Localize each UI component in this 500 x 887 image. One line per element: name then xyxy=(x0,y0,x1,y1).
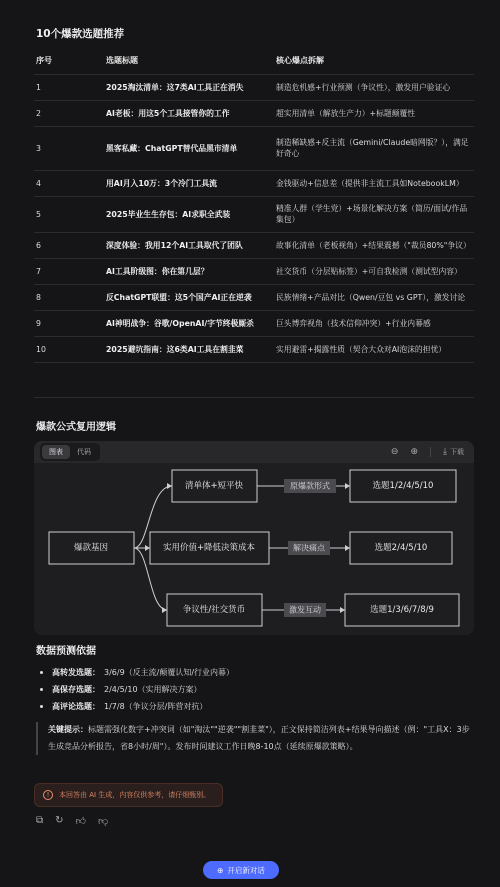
zoom-in-icon[interactable]: ⊕ xyxy=(410,447,419,457)
tab-code[interactable]: 代码 xyxy=(77,448,91,456)
row-topic: 用AI月入10万：3个冷门工具流 xyxy=(104,170,274,196)
arrow-head xyxy=(345,545,350,551)
row-topic: 2025淘汰清单：这7类AI工具正在消失 xyxy=(104,74,274,100)
message-actions xyxy=(36,815,108,827)
table-row xyxy=(34,258,474,284)
item-text: 3/6/9（反主流/颠覆认知/行业内幕） xyxy=(104,668,235,677)
edge-label-2: 解决痛点 xyxy=(293,543,325,553)
divider xyxy=(34,397,474,398)
node-mid-1-label: 清单体+短平快 xyxy=(184,481,244,491)
list-item xyxy=(40,698,234,715)
tab-chart[interactable]: 图表 xyxy=(42,445,70,459)
row-num: 1 xyxy=(34,74,104,100)
item-label: 高转发选题： xyxy=(52,668,100,677)
new-chat-button[interactable] xyxy=(203,861,279,879)
view-tabs xyxy=(40,443,100,461)
list-item xyxy=(40,664,234,681)
table-row xyxy=(34,196,474,232)
download-button[interactable] xyxy=(443,447,464,457)
row-core: 民族情绪+产品对比（Qwen/豆包 vs GPT），激发讨论 xyxy=(274,284,474,310)
diagram-toolbar xyxy=(34,441,474,463)
row-core: 社交货币（分层贴标签）+可自我检测（测试型内容） xyxy=(274,258,474,284)
table-row xyxy=(34,100,474,126)
row-core: 金钱驱动+信息差（提供非主流工具如NotebookLM） xyxy=(274,170,474,196)
list-item xyxy=(40,681,234,698)
download-icon: ⤓ xyxy=(443,447,447,457)
row-core: 实用避雷+揭露性质（契合大众对AI泡沫的担忧） xyxy=(274,336,474,362)
thumbs-down-icon[interactable]: 👎︎ xyxy=(97,816,109,827)
disclaimer-text: 本回答由 AI 生成，内容仅供参考，请仔细甄别。 xyxy=(59,791,211,799)
arrow-head xyxy=(345,483,350,489)
item-text: 1/7/8（争议分层/阵营对抗） xyxy=(104,702,208,711)
row-topic: 深度体验：我用12个AI工具取代了团队 xyxy=(104,232,274,258)
bullet xyxy=(40,688,43,691)
node-end-1-label: 选题1/2/4/5/10 xyxy=(372,481,434,491)
table-header-row xyxy=(34,48,474,74)
table-row xyxy=(34,126,474,170)
new-chat-icon: ⊕ xyxy=(217,865,224,875)
row-num: 7 xyxy=(34,258,104,284)
row-core: 巨头博弈视角（技术信仰冲突）+行业内幕感 xyxy=(274,310,474,336)
row-core: 精准人群（学生党）+场景化解决方案（简历/面试/作品集包） xyxy=(274,196,474,232)
node-root-label: 爆款基因 xyxy=(73,543,109,553)
row-topic: AI神明战争：谷歌/OpenAI/字节终极厮杀 xyxy=(104,310,274,336)
row-core: 超实用清单（解放生产力）+标题颠覆性 xyxy=(274,100,474,126)
diagram-panel xyxy=(34,441,474,635)
flow-diagram xyxy=(34,463,474,635)
formula-section-title: 爆款公式复用逻辑 xyxy=(36,422,116,433)
prediction-list xyxy=(40,664,234,715)
arrow-head xyxy=(145,545,150,551)
row-num: 8 xyxy=(34,284,104,310)
table-row xyxy=(34,74,474,100)
row-num: 4 xyxy=(34,170,104,196)
copy-icon[interactable]: ⧉ xyxy=(36,815,44,826)
row-core: 故事化清单（老板视角）+结果震撼（"裁员80%"争议） xyxy=(274,232,474,258)
topics-table xyxy=(34,48,474,363)
row-num: 9 xyxy=(34,310,104,336)
table-row xyxy=(34,232,474,258)
item-label: 高保存选题： xyxy=(52,685,100,694)
table-section-title: 10个爆款选题推荐 xyxy=(36,28,125,40)
table-row xyxy=(34,284,474,310)
row-topic: 黑客私藏：ChatGPT替代品黑市清单 xyxy=(104,126,274,170)
row-topic: AI工具阶级图：你在第几层？ xyxy=(104,258,274,284)
ai-disclaimer-banner xyxy=(34,783,223,807)
table-row xyxy=(34,336,474,362)
prediction-section-title: 数据预测依据 xyxy=(36,646,96,657)
item-text: 2/4/5/10（实用解决方案） xyxy=(104,685,202,694)
row-num: 5 xyxy=(34,196,104,232)
item-label: 高评论选题： xyxy=(52,702,100,711)
row-topic: 反ChatGPT联盟：这5个国产AI正在逆袭 xyxy=(104,284,274,310)
node-end-2-label: 选题2/4/5/10 xyxy=(374,543,428,553)
tip-label: 关键提示： xyxy=(48,725,88,734)
edge-label-3: 激发互动 xyxy=(289,605,321,615)
key-tip-quote xyxy=(36,722,474,755)
row-topic: 2025毕业生生存包：AI求职全武装 xyxy=(104,196,274,232)
zoom-out-icon[interactable]: ⊖ xyxy=(390,447,399,457)
row-num: 2 xyxy=(34,100,104,126)
row-core: 制造危机感+行业预测（争议性），激发用户验证心 xyxy=(274,74,474,100)
node-mid-3-label: 争议性/社交货币 xyxy=(182,605,246,615)
row-core: 制造稀缺感+反主流（Gemini/Claude暗网版？），满足好奇心 xyxy=(274,126,474,170)
row-topic: 2025避坑指南：这6类AI工具在割韭菜 xyxy=(104,336,274,362)
toolbar-divider xyxy=(430,447,431,457)
arrow-head xyxy=(162,607,167,613)
thumbs-up-icon[interactable]: 👍︎ xyxy=(75,816,86,827)
header-topic: 选题标题 xyxy=(104,48,274,74)
row-num: 10 xyxy=(34,336,104,362)
warning-icon: ! xyxy=(43,790,53,800)
tip-text: 标题需强化数字+冲突词（如"淘汰""逆袭""割韭菜"），正文保持简洁列表+结果导向描述（例："工具X：3步生成竞品分析报告，省8小时/周"）。发布时间建议工作日晚8-10点（延续原爆款策略）。 xyxy=(48,725,470,751)
node-mid-2-label: 实用价值+降低决策成本 xyxy=(162,543,256,553)
regenerate-icon[interactable]: ↻ xyxy=(55,815,64,826)
arrow-head xyxy=(167,483,172,489)
arrow-head xyxy=(340,607,345,613)
table-row xyxy=(34,310,474,336)
header-num: 序号 xyxy=(34,48,104,74)
download-label: 下载 xyxy=(450,448,464,456)
header-core: 核心爆点拆解 xyxy=(274,48,474,74)
table-row xyxy=(34,170,474,196)
bullet xyxy=(40,671,43,674)
new-chat-label: 开启新对话 xyxy=(227,865,265,875)
node-end-3-label: 选题1/3/6/7/8/9 xyxy=(370,605,434,615)
row-num: 6 xyxy=(34,232,104,258)
bullet xyxy=(40,705,43,708)
row-topic: AI老板：用这5个工具接管你的工作 xyxy=(104,100,274,126)
row-num: 3 xyxy=(34,126,104,170)
edge-label-1: 原爆款形式 xyxy=(290,481,330,491)
